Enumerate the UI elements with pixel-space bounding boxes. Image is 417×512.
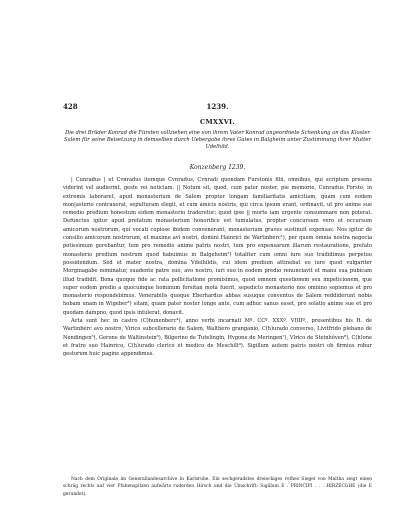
document-number: CMXXVI. xyxy=(200,118,235,126)
charter-text xyxy=(63,176,372,359)
charter-paragraph: | Cunradus | et Cvnradus itemque Cvnradus, Cvnradi quondam Furstonis filii, omnibus, qui scriptum presens viderint vel audierint, geste rei noticiam. || Notum sit, quod, cum pater noster, pie memorie, Cunradus Forsto, in extremis laboraret, apud monasterium de Salem propter longam familiaritatis amicitiam, quam cum eodem mon|asterio contraxerat, sepulturam elegit, et cum amicis nostris, qui circa ipsum erant, ordinavit, ut pro anime sue remedio predium honestum eidem monasterio traderetur; quod ipse || morte iam urgente consummare non poterat. Defunctus igitur apud prefatum monasterium honorifice est tumulatus, propter concursum vero et occursum amicorum nostrorum, qui vocati copiose ibidem convenerant, monasterium graves sustinuit expensas. Nos igitur de consilio amicorum nostrorum, et maxime avi nostri, domini Hainrici de Wartinberc¹), per quem omnia nostra negocia potissimum gerebantur, tum pro remedio anime patris nostri, tum pro expensarum illarum restauratione, prefato monasterio predium nostrum quod habuimus in Balgeheim²) totaliter cum omni iure suo tradidimus perpetuo possidendum. Sed et mater nostra, domina Vdelhildis, cui idem predium attinebat eo iure quod vulgariter Morginagabe nominatur, suadente patre suo, avo nostro, iuri suo in eodem predio renunciavit et manu sua pubicam illud tradidit. Bona quoque fide ac rata pollicitatione promisimus, quod omnem questionem seu impeticionem, que super eodem predio a quocumque hominum forsitan mota fuerit, sepedicto monasterio nos omnino sopiemus et pro monasterio respondebimus. Venerabilis quoque Eberhardus abbas susuque conventus de Salem reddiderunt nobis hobam unam in Wigeber³) sitam, quam pater noster longe ante, cum adhuc sanus esset, pro solatio anime sue et pro quodam dampno, quod ipsis intulerat, donavit. xyxy=(63,177,372,316)
footnote: Nach dem Originale im Generallandesarchive in Karlsruhe. Ein sechgeradstes dreieckiges rothes Siegel von Maltha zeigt einen schräg rechts auf vier Pfahenspitzen aufwärts ruderden Hirsch und die Umschrift: Sigillum E . PRINCIPI . . . HIRZECGHE (die E gerundet). xyxy=(63,477,372,497)
document-summary: Die drei Brüder Konrad die Fürsten vollziehen eine von ihrem Vater Konrad angeordnete Schenkung an das Kloster Salem für seine Beisetzung in demselben durch Uebergabe ihres Gutes in Balgheim unter Zustimmung ihrer Mutter Udelhild. xyxy=(64,130,371,150)
place-date: Konzenberg 1239. xyxy=(189,164,246,171)
page-year: 1239. xyxy=(206,102,229,111)
charter-paragraph: Acta sunt hec in castro (C)hunenberc⁴), anno verbi incarnati Mº. CCº. XXXº. VIIIIº., presentibus his H. de Wartinberc avo nostro, Viricо subcellerario de Salem, Walthero granganio, C(h)urado converso, Livitfrido plebano de Nendingen⁵), Gerone de Waltinstein⁶), Bilgerino de Tutelingin, Hvgone de Meringen⁷), Vlrico de Steinhôven⁸), C(h)one et fratre suo Hainrico, C(h)urado clerico et medico de Meschilt⁹). Sigillum autem patris nostri ob firmius robur gestorum huic pagine appendimus. xyxy=(63,318,372,358)
page-number: 428 xyxy=(63,102,78,111)
